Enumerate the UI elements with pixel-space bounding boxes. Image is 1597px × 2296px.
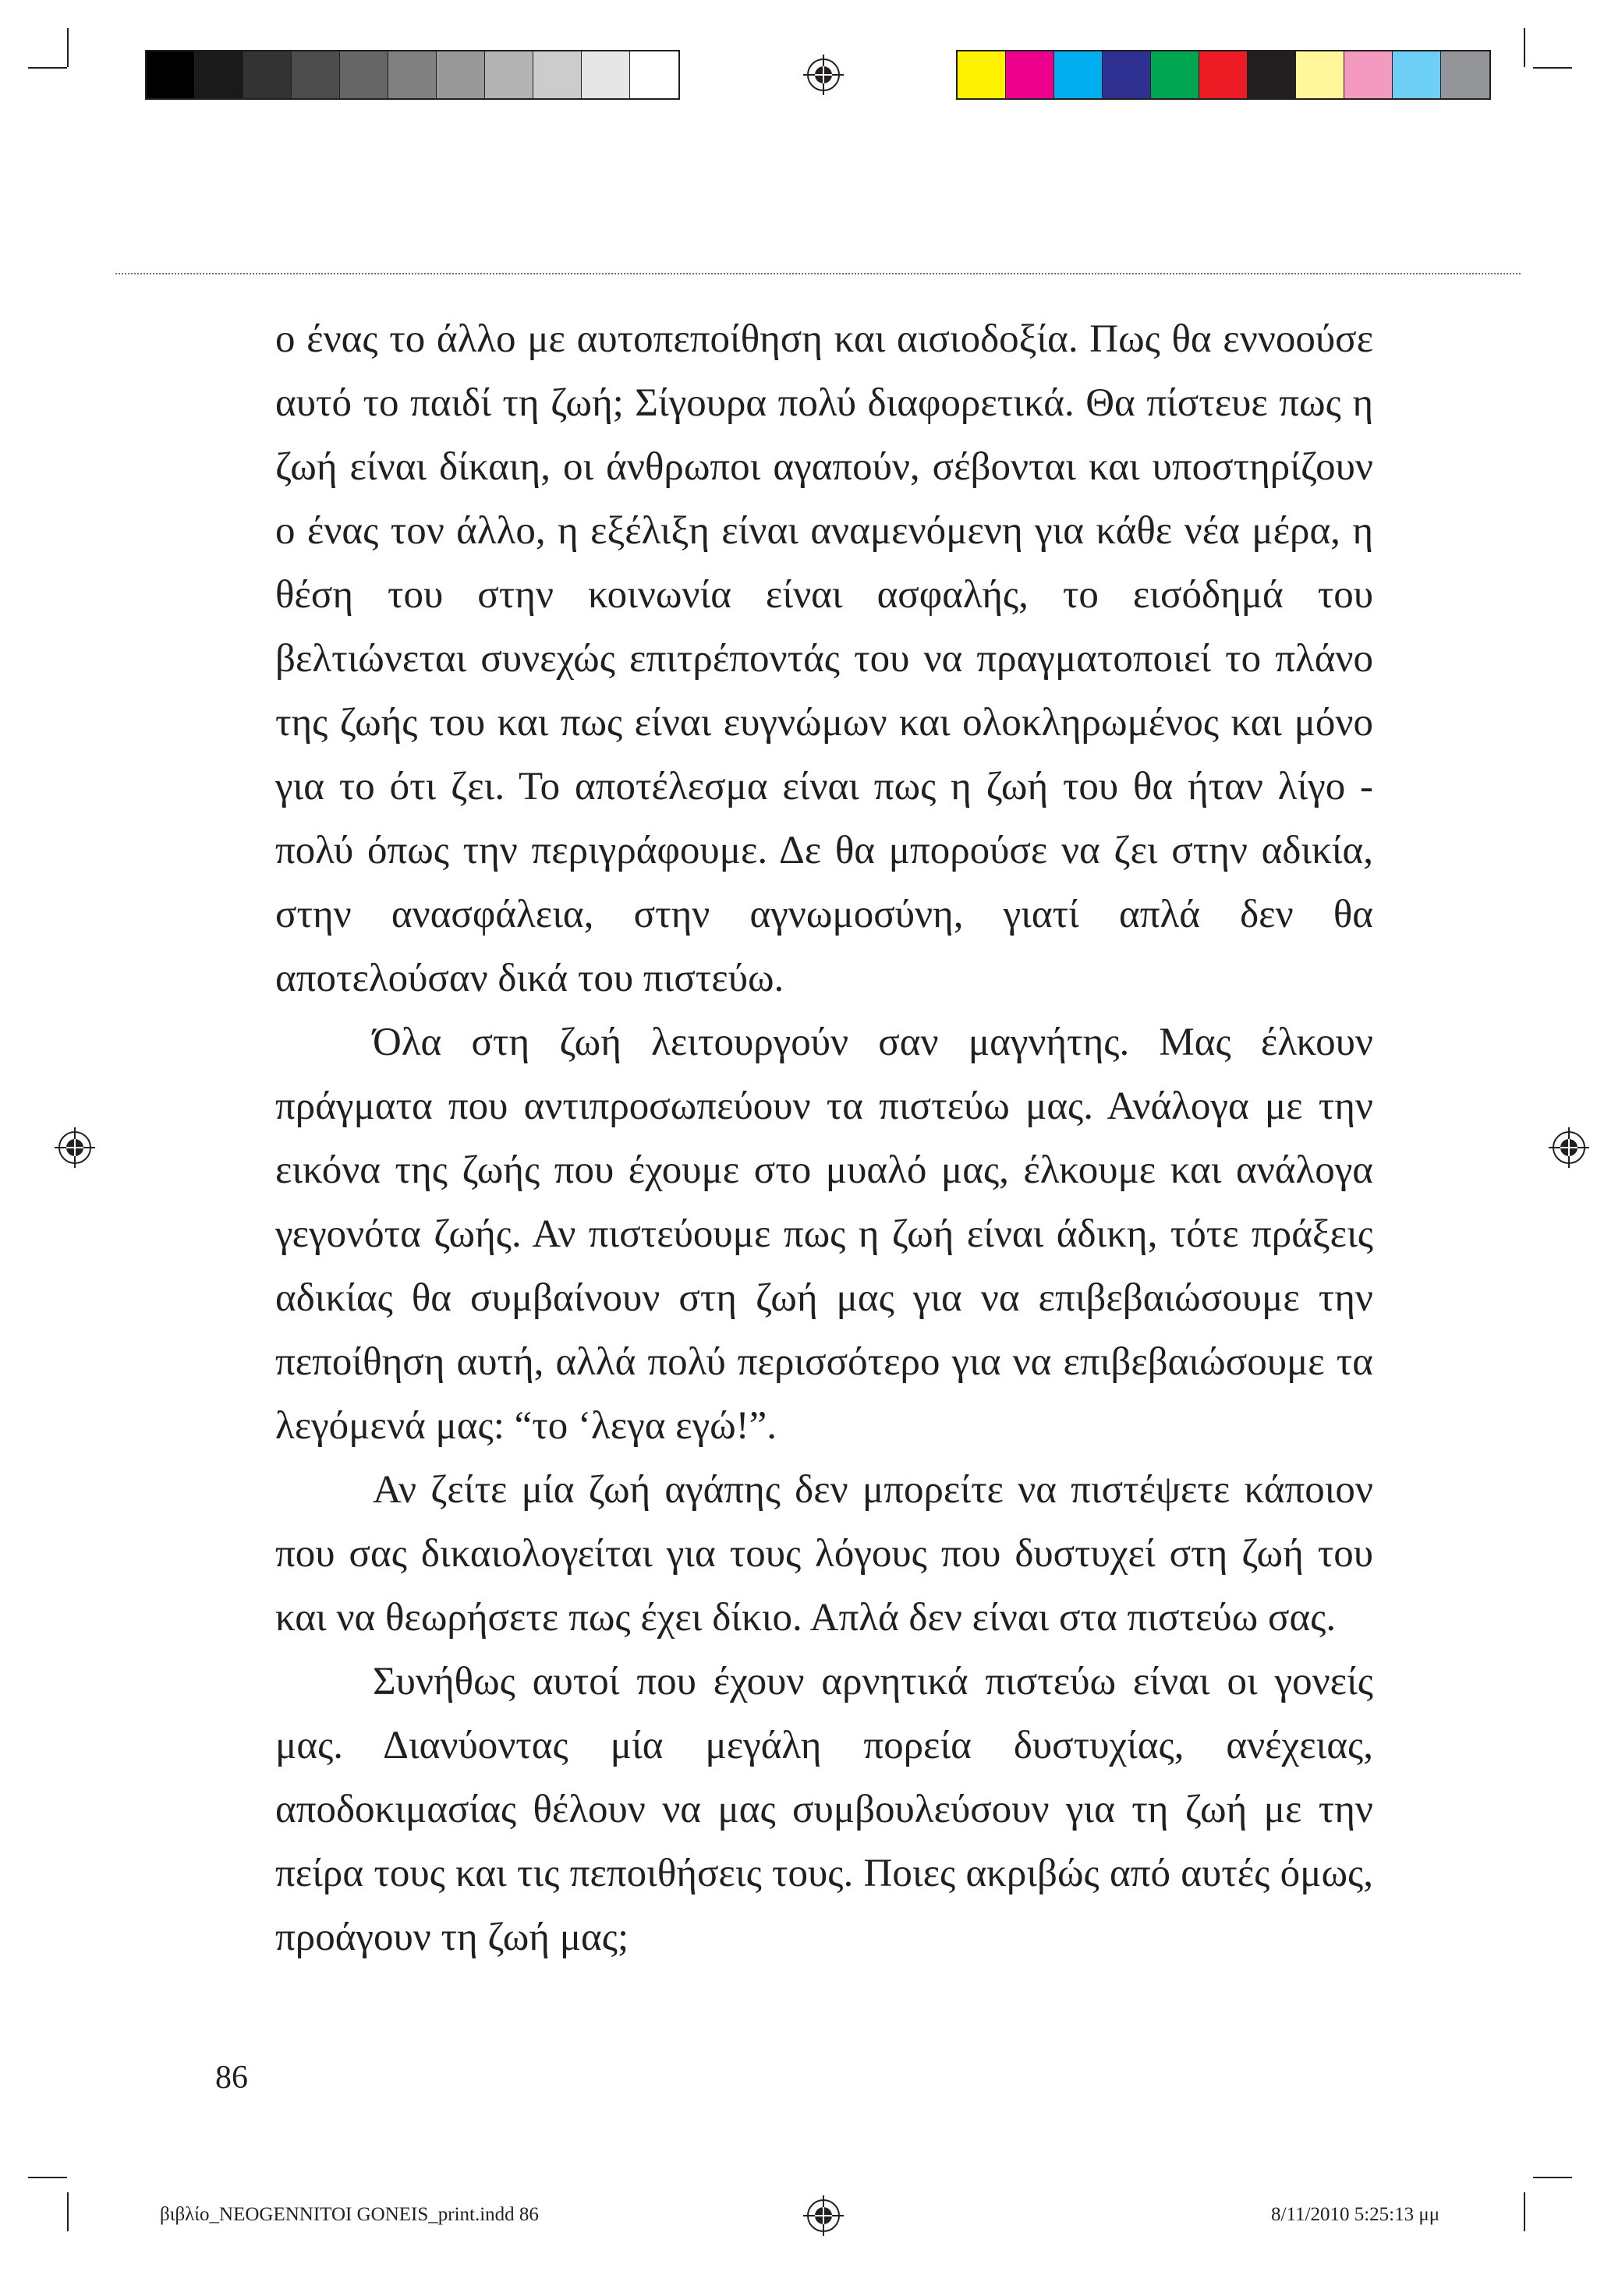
color-swatch	[243, 51, 292, 98]
color-swatch	[485, 51, 533, 98]
color-swatch	[582, 51, 630, 98]
paragraph: Συνήθως αυτοί που έχουν αρνητικά πιστεύω είναι οι γονείς μας. Διανύοντας μία μεγάλη πορεία δυστυχίας, ανέχειας, αποδοκιμασίας θέλουν να μας συμβουλεύσουν για τη ζωή με την πείρα τους και τις πεποιθήσεις τους. Ποιες ακριβώς από αυτές όμως, προάγουν τη ζωή μας;	[275, 1660, 1373, 1959]
body-text	[275, 307, 1373, 1969]
color-swatch	[1441, 51, 1489, 98]
crop-mark-bottom-left-vertical	[67, 2192, 69, 2231]
paragraph: ο ένας το άλλο με αυτοπεποίθηση και αισιοδοξία. Πως θα εννοούσε αυτό το παιδί τη ζωή; Σίγουρα πολύ διαφορετικά. Θα πίστευε πως η ζωή είναι δίκαιη, οι άνθρωποι αγαπούν, σέβονται και υποστηρίζουν ο ένας τον άλλο, η εξέλιξη είναι αναμενόμενη για κάθε νέα μέρα, η θέση του στην κοινωνία είναι ασφαλής, το εισόδημά του βελτιώνεται συνεχώς επιτρέποντάς του να πραγματοποιεί το πλάνο της ζωής του και πως είναι ευγνώμων και ολοκληρωμένος και μόνο για το ότι ζει. Το αποτέλεσμα είναι πως η ζωή του θα ήταν λίγο - πολύ όπως την περιγράφουμε. Δε θα μπορούσε να ζει στην αδικία, στην ανασφάλεια, στην αγνωμοσύνη, γιατί απλά δεν θα αποτελούσαν δικά του πιστεύω.	[275, 317, 1373, 1000]
crop-mark-top-right-horizontal	[1533, 67, 1572, 69]
slug-file-name: βιβλίο_NEOGENNITOI GONEIS_print.indd 86	[160, 2204, 539, 2225]
slug-timestamp: 8/11/2010 5:25:13 μμ	[1271, 2204, 1440, 2225]
paragraph: Όλα στη ζωή λειτουργούν σαν μαγνήτης. Μας έλκουν πράγματα που αντιπροσωπεύουν τα πιστεύω μας. Ανάλογα με την εικόνα της ζωής που έχουμε στο μυαλό μας, έλκουμε και ανάλογα γεγονότα ζωής. Αν πιστεύουμε πως η ζωή είναι άδικη, τότε πράξεις αδικίας θα συμβαίνουν στη ζωή μας για να επιβεβαιώσουμε την πεποίθηση αυτή, αλλά πολύ περισσότερο για να επιβεβαιώσουμε τα λεγόμενά μας: “το ‘λεγα εγώ!”.	[275, 1021, 1373, 1448]
color-swatch	[1248, 51, 1296, 98]
crop-mark-bottom-right-horizontal	[1533, 2177, 1572, 2178]
process-color-bar	[956, 50, 1491, 100]
color-swatch	[1006, 51, 1054, 98]
color-swatch	[195, 51, 243, 98]
color-swatch	[340, 51, 388, 98]
registration-mark-right-icon	[1549, 1127, 1589, 1168]
color-swatch	[533, 51, 582, 98]
color-swatch	[147, 51, 195, 98]
grayscale-color-bar	[145, 50, 680, 100]
color-swatch	[1393, 51, 1441, 98]
header-dotted-rule	[115, 273, 1521, 274]
registration-mark-bottom-icon	[803, 2195, 844, 2236]
crop-mark-top-left-horizontal	[28, 67, 67, 69]
crop-mark-bottom-left-horizontal	[28, 2177, 67, 2178]
color-swatch	[388, 51, 437, 98]
registration-mark-top-icon	[803, 55, 844, 95]
color-swatch	[1151, 51, 1199, 98]
color-swatch	[1054, 51, 1103, 98]
color-swatch	[1199, 51, 1248, 98]
paragraph: Αν ζείτε μία ζωή αγάπης δεν μπορείτε να πιστέψετε κάποιον που σας δικαιολογείται για τους λόγους που δυστυχεί στη ζωή του και να θεωρήσετε πως έχει δίκιο. Απλά δεν είναι στα πιστεύω σας.	[275, 1468, 1373, 1640]
page-number: 86	[215, 2060, 248, 2096]
crop-mark-top-right-vertical	[1524, 28, 1525, 67]
color-swatch	[292, 51, 340, 98]
color-swatch	[1296, 51, 1344, 98]
color-swatch	[630, 51, 678, 98]
color-swatch	[1103, 51, 1151, 98]
crop-mark-bottom-right-vertical	[1524, 2192, 1525, 2231]
color-swatch	[1344, 51, 1393, 98]
crop-mark-top-left-vertical	[67, 28, 69, 67]
registration-mark-left-icon	[55, 1127, 95, 1168]
color-swatch	[958, 51, 1006, 98]
color-swatch	[437, 51, 485, 98]
